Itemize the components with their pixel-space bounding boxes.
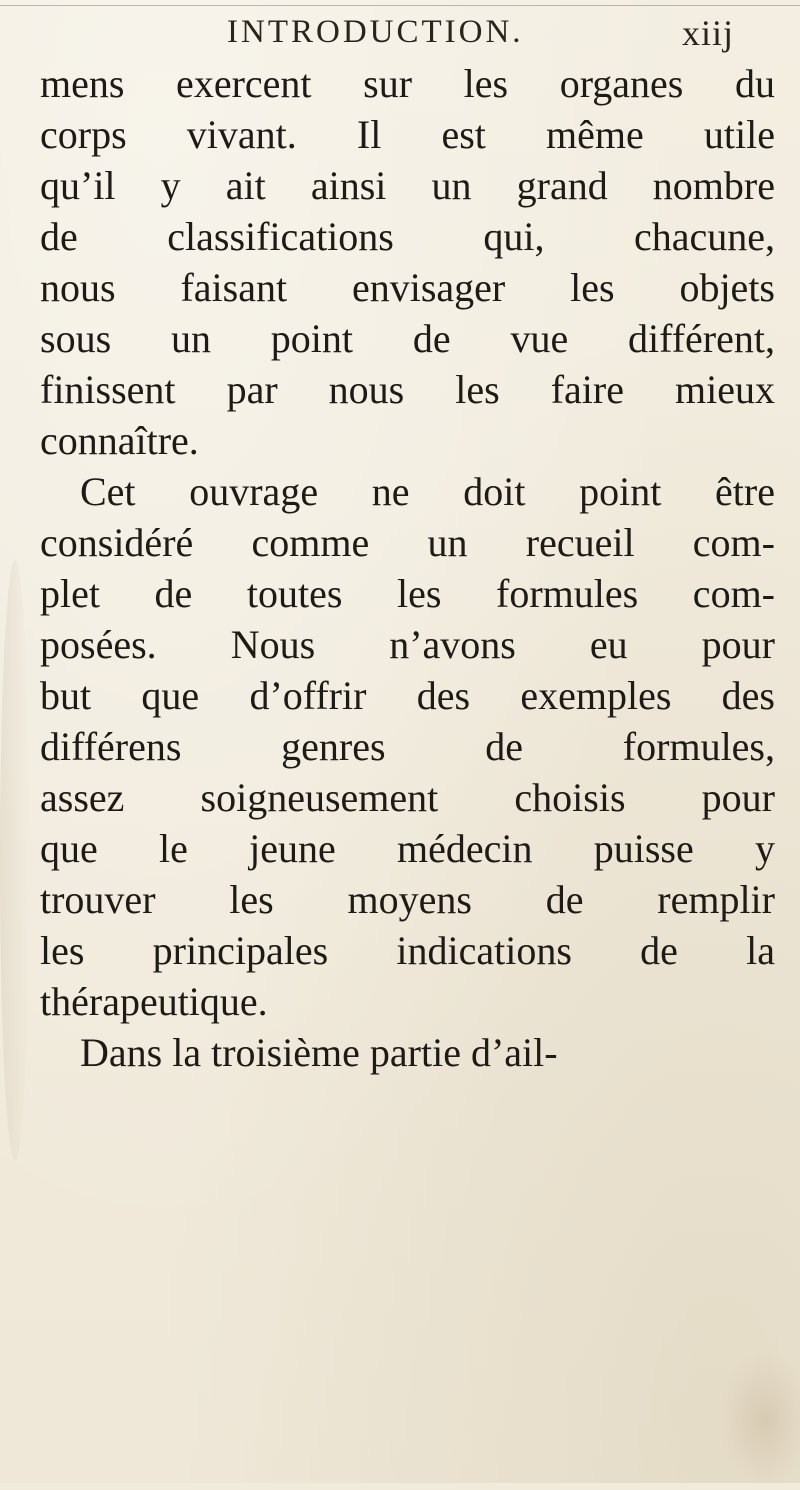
text-line: différens genres de formules, [40,724,775,769]
text-line: corps vivant. Il est même utile [40,112,775,157]
text-line: mens exercent sur les organes du [40,61,775,106]
page-header [0,6,800,56]
paper-shadow [0,560,30,1160]
text-line: plet de toutes les formules com- [40,571,775,616]
text-line: posées. Nous n’avons eu pour [40,622,775,667]
paragraph-2 [40,466,775,1027]
text-line: sous un point de vue différent, [40,316,775,361]
paper-stain [720,1350,800,1490]
paragraph-1 [40,58,775,466]
text-line: les principales indications de la [40,928,775,973]
text-line: nous faisant envisager les objets [40,265,775,310]
text-line: qu’il y ait ainsi un grand nombre [40,163,775,208]
body-text [40,58,775,1078]
text-line: assez soigneusement choisis pour [40,775,775,820]
text-line: considéré comme un recueil com- [40,520,775,565]
text-line: connaître. [40,418,199,463]
text-line: finissent par nous les faire mieux [40,367,775,412]
text-line: Cet ouvrage ne doit point être [80,469,775,514]
text-line: thérapeutique. [40,979,268,1024]
paragraph-3 [40,1027,775,1078]
page-number: xiij [682,13,735,53]
text-line: que le jeune médecin puisse y [40,826,775,871]
text-line: de classifications qui, chacune, [40,214,775,259]
text-line: trouver les moyens de remplir [40,877,775,922]
running-head: INTRODUCTION. [227,14,524,50]
text-line: Dans la troisième partie d’ail- [80,1030,558,1075]
text-line: but que d’offrir des exemples des [40,673,775,718]
